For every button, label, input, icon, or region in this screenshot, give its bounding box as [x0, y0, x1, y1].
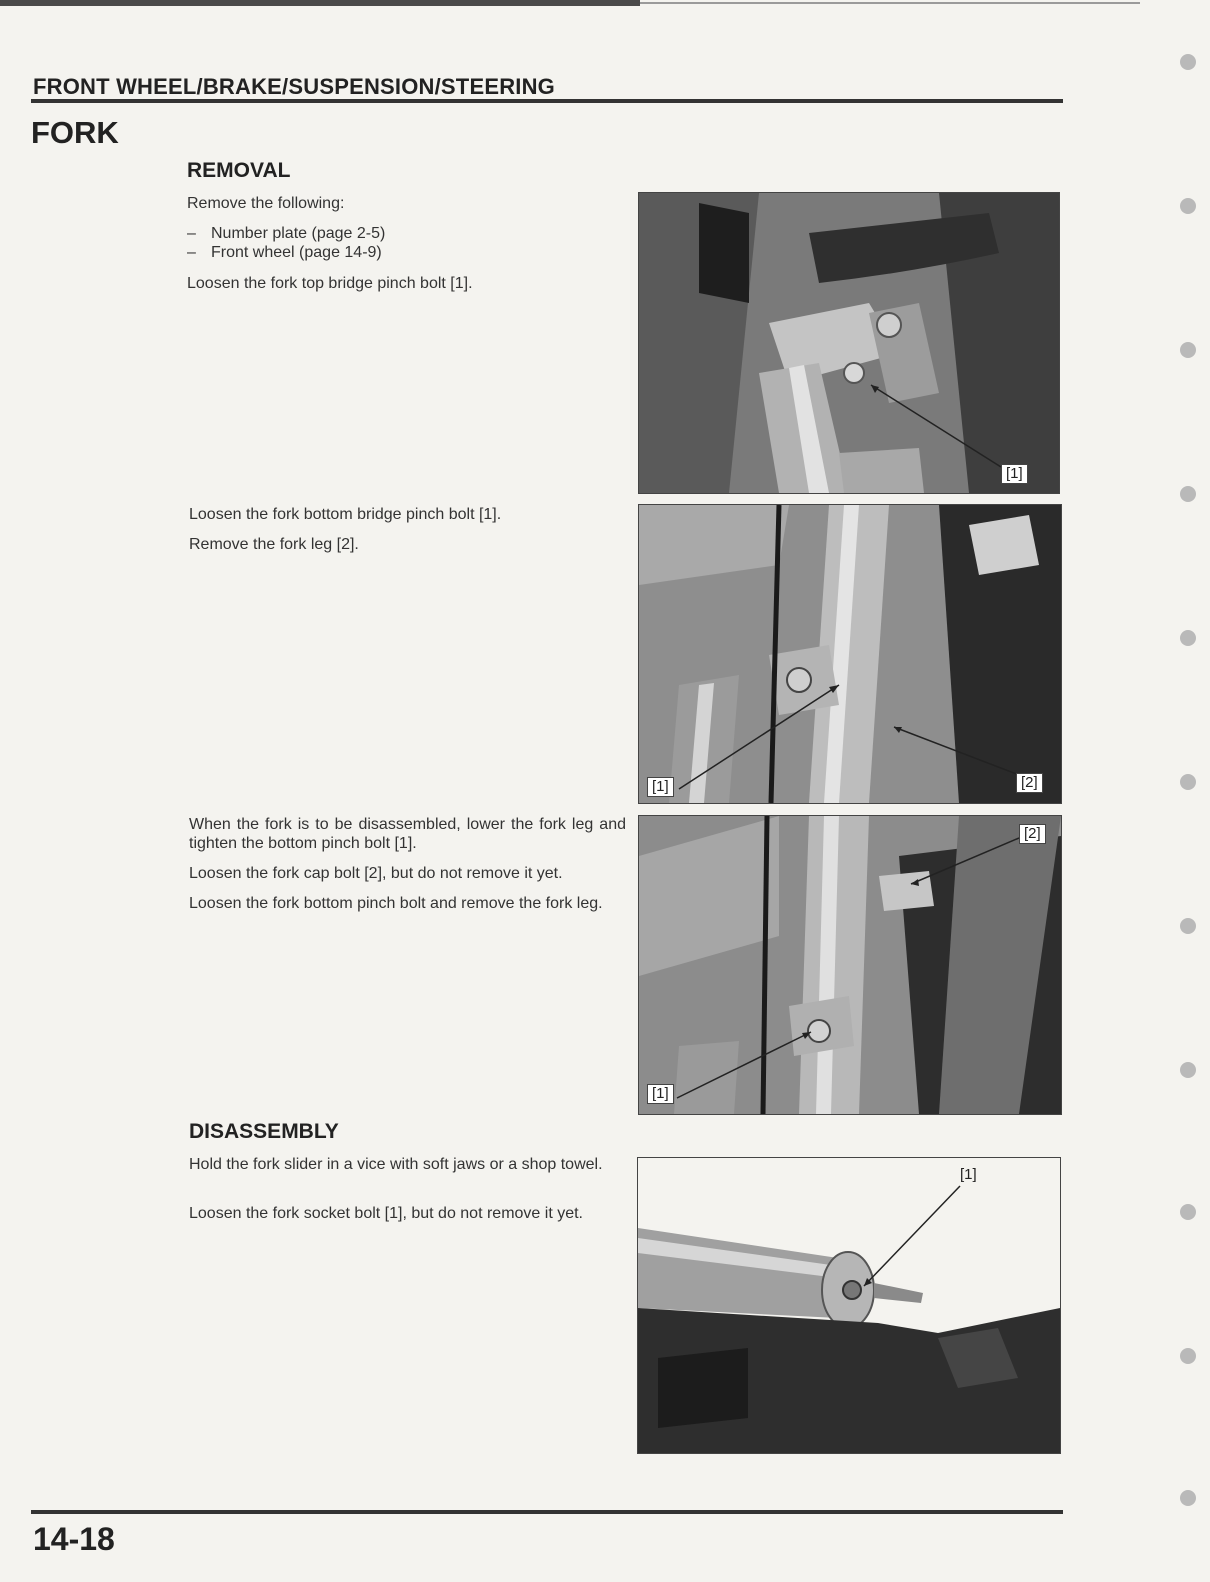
removal-step-bottom-pinch: Loosen the fork bottom bridge pinch bolt [1]. [189, 506, 502, 523]
binding-hole [1180, 486, 1196, 502]
callout-1: [1] [1001, 464, 1028, 484]
binding-hole [1180, 918, 1196, 934]
disassembly-step-vice: Hold the fork slider in a vice with soft jaws or a shop towel. [189, 1156, 603, 1173]
disassembly-step-socket-bolt: Loosen the fork socket bolt [1], but do not remove it yet. [189, 1205, 583, 1222]
list-item-text: Front wheel (page 14-9) [211, 244, 382, 261]
binding-hole [1180, 1204, 1196, 1220]
removal-step-remove-fork: Loosen the fork bottom pinch bolt and remove the fork leg. [189, 895, 603, 912]
figure-fork-cap-bolt [638, 815, 1062, 1115]
list-dash: – [187, 244, 196, 261]
callout-1: [1] [960, 1166, 977, 1183]
binding-hole [1180, 342, 1196, 358]
callout-1: [1] [647, 777, 674, 797]
removal-step-cap-bolt: Loosen the fork cap bolt [2], but do not remove it yet. [189, 865, 563, 882]
section-header: FRONT WHEEL/BRAKE/SUSPENSION/STEERING [33, 74, 555, 99]
removal-item-front-wheel [187, 243, 382, 262]
list-item-text: Number plate (page 2-5) [211, 225, 386, 242]
photo-fork-cap-bolt [639, 816, 1061, 1114]
binding-hole [1180, 774, 1196, 790]
removal-step-remove-leg: Remove the fork leg [2]. [189, 536, 359, 553]
figure-bottom-bridge [638, 504, 1062, 804]
disassembly-heading: DISASSEMBLY [189, 1120, 339, 1143]
footer-rule [31, 1510, 1063, 1514]
binding-hole [1180, 630, 1196, 646]
figure-top-bridge [638, 192, 1060, 494]
list-dash: – [187, 225, 196, 242]
top-edge-line [0, 0, 640, 6]
binding-hole [1180, 198, 1196, 214]
binding-hole [1180, 1348, 1196, 1364]
removal-intro: Remove the following: [187, 195, 345, 212]
removal-step-disassemble-note: When the fork is to be disassembled, lower the fork leg and tighten the bottom pinch bolt [1]. [189, 816, 626, 852]
binding-hole [1180, 54, 1196, 70]
binding-hole [1180, 1062, 1196, 1078]
figure-socket-bolt [637, 1157, 1061, 1454]
callout-2: [2] [1019, 824, 1046, 844]
photo-bottom-bridge [639, 505, 1061, 803]
removal-heading: REMOVAL [187, 159, 291, 182]
removal-item-number-plate [187, 224, 385, 243]
binding-hole [1180, 1490, 1196, 1506]
callout-1: [1] [647, 1084, 674, 1104]
page-number: 14-18 [33, 1521, 115, 1557]
photo-socket-bolt [638, 1158, 1060, 1453]
callout-2: [2] [1016, 773, 1043, 793]
removal-step-top-pinch: Loosen the fork top bridge pinch bolt [1]. [187, 275, 473, 292]
header-rule [31, 99, 1063, 103]
photo-top-bridge [639, 193, 1059, 493]
top-edge-line-faint [640, 2, 1140, 4]
page-title: FORK [31, 115, 119, 150]
